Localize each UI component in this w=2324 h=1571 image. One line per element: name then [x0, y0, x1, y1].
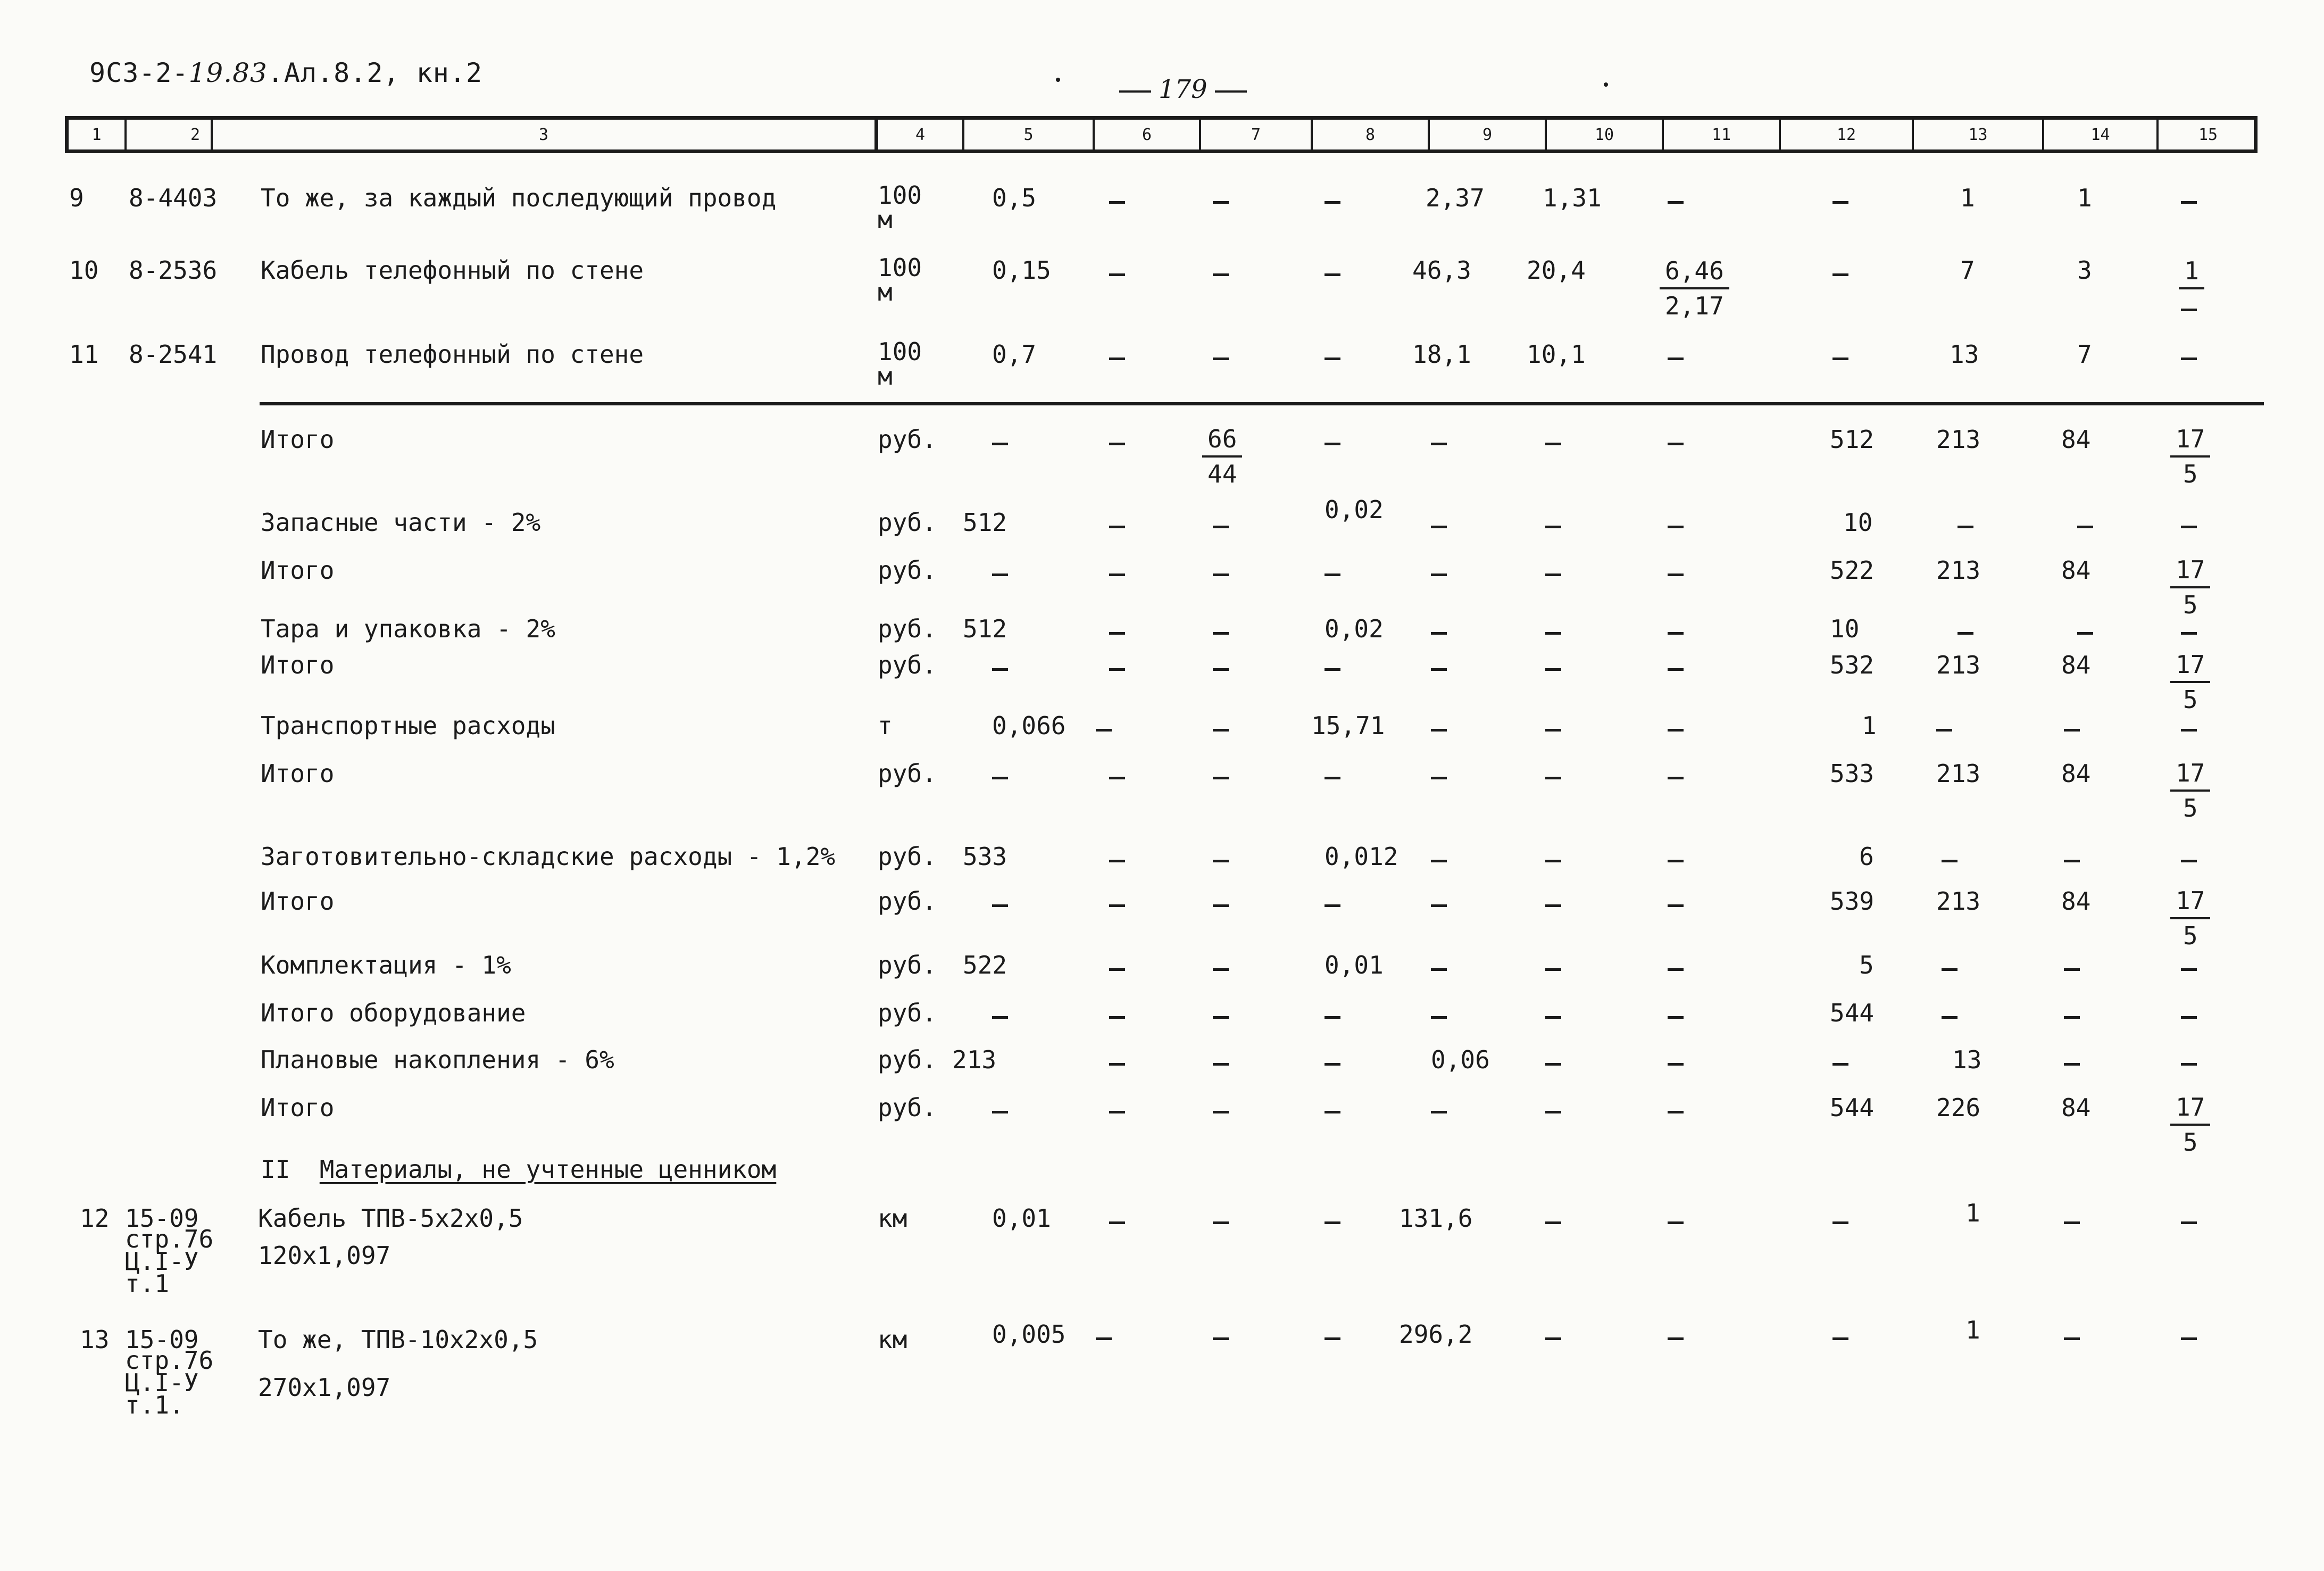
unit: руб.	[878, 887, 937, 916]
col-header-1: 1	[91, 125, 102, 144]
col12-value: 512	[1830, 425, 1875, 454]
col12-value: 533	[1830, 759, 1875, 788]
dash	[1545, 1016, 1561, 1019]
col9-value: 18,1	[1412, 340, 1471, 369]
dash	[1545, 904, 1561, 907]
dash	[1325, 443, 1340, 445]
item-name: Тара и упаковка - 2%	[261, 614, 555, 643]
col-header-13: 13	[1912, 120, 2042, 149]
item-name: Итого	[261, 1093, 335, 1122]
col5-value: 0,5	[992, 184, 1037, 212]
col5-value: 0,066	[992, 711, 1066, 740]
dash	[1109, 968, 1125, 971]
dash	[1325, 573, 1340, 576]
col-header-15: 15	[2156, 120, 2258, 149]
col-header-9: 9	[1428, 120, 1545, 149]
col5-value: 0,01	[992, 1204, 1051, 1233]
dash	[1832, 273, 1848, 276]
item-formula: 270х1,097	[258, 1373, 391, 1402]
dash	[1109, 632, 1125, 635]
dash	[1431, 443, 1447, 445]
dash	[1545, 968, 1561, 971]
dash	[1832, 1221, 1848, 1224]
dash	[1942, 860, 1958, 862]
dash	[2181, 1337, 2197, 1340]
dash	[1325, 1111, 1340, 1113]
dash	[1431, 968, 1447, 971]
col13-value: 213	[1936, 425, 1981, 454]
unit: 100 м	[878, 337, 922, 390]
col5-value: 0,15	[992, 256, 1051, 285]
dash	[2181, 1221, 2197, 1224]
dash	[1431, 729, 1447, 732]
col8-value: 0,012	[1325, 842, 1398, 871]
dash	[1109, 573, 1125, 576]
col8-value: 0,02	[1325, 495, 1384, 524]
col-header-7: 7	[1199, 120, 1311, 149]
unit: руб.	[878, 951, 937, 979]
unit: руб.	[878, 556, 937, 585]
dash	[1668, 668, 1684, 671]
dash	[1668, 1221, 1684, 1224]
dash	[1213, 968, 1229, 971]
unit: руб.	[878, 842, 937, 871]
item-name: Комплектация - 1%	[261, 951, 511, 979]
fraction-denominator: 5	[2183, 1128, 2198, 1157]
fraction-numerator: 17	[2170, 422, 2210, 458]
dash	[1431, 860, 1447, 862]
speck	[1604, 82, 1608, 87]
col8-value: 15,71	[1311, 711, 1385, 740]
dash	[1096, 729, 1112, 732]
item-formula: 120х1,097	[258, 1241, 391, 1270]
dash	[992, 668, 1008, 671]
dash	[1668, 201, 1684, 204]
doc-code-suffix: .Ал.8.2, кн.2	[267, 57, 483, 88]
dash	[1545, 777, 1561, 779]
dash	[1545, 1063, 1561, 1066]
dash	[1832, 1337, 1848, 1340]
dash	[1668, 729, 1684, 732]
dash	[1213, 1337, 1229, 1340]
dash	[1942, 968, 1958, 971]
col13-value: 7	[1960, 256, 1975, 285]
dash	[1213, 358, 1229, 360]
price-code-line4: т.1.	[125, 1391, 184, 1419]
dash	[1325, 358, 1340, 360]
col15-fraction	[2170, 757, 2210, 825]
price-code: 15-09	[125, 1204, 199, 1233]
fraction-denominator: 5	[2183, 591, 2198, 619]
dash	[2064, 729, 2080, 732]
dash	[1109, 273, 1125, 276]
dash	[1109, 526, 1125, 528]
unit: руб.	[878, 425, 937, 454]
dash	[992, 904, 1008, 907]
unit: руб.	[878, 614, 937, 643]
dash	[1431, 632, 1447, 635]
fraction-denominator: 5	[2183, 794, 2198, 822]
price-code-line4: т.1	[125, 1269, 170, 1298]
fraction-numerator: 17	[2170, 648, 2210, 683]
col15-fraction	[2165, 254, 2218, 289]
col13-value: 1	[1960, 184, 1975, 212]
unit: руб.	[878, 1045, 937, 1074]
col10-value: 20,4	[1527, 256, 1586, 285]
col15-fraction	[2170, 1091, 2210, 1159]
dash	[1109, 358, 1125, 360]
doc-code-handwritten: 19.83	[188, 57, 268, 88]
fraction-denominator: 2,17	[1665, 292, 1724, 320]
fraction-denominator: 5	[2183, 685, 2198, 714]
col9-value: 0,06	[1431, 1045, 1490, 1074]
dash	[2181, 729, 2197, 732]
col15-fraction	[2170, 884, 2210, 952]
col-header-4: 4	[874, 120, 962, 149]
dash	[1213, 777, 1229, 779]
item-name: Кабель телефонный по стене	[261, 256, 644, 285]
dash	[1096, 1337, 1112, 1340]
col14-value: 84	[2061, 425, 2091, 454]
dash	[1109, 668, 1125, 671]
fraction-denominator: 5	[2183, 460, 2198, 488]
col9-value: 2,37	[1426, 184, 1485, 212]
col13-value: 13	[1950, 340, 1979, 369]
column-header-row	[65, 116, 2258, 153]
row-number: 10	[69, 256, 99, 285]
dash	[2181, 358, 2197, 360]
row-number: 9	[69, 184, 84, 212]
item-name: То же, ТПВ-10х2х0,5	[258, 1325, 538, 1354]
fraction-numerator: 17	[2170, 884, 2210, 919]
col14-value: 3	[2077, 256, 2092, 285]
dash	[1958, 632, 1973, 635]
dash	[1936, 729, 1952, 732]
col13-value: 213	[1936, 759, 1981, 788]
section-number: II	[261, 1155, 290, 1184]
item-name: Провод телефонный по стене	[261, 340, 644, 369]
dash	[1109, 1063, 1125, 1066]
col14-value: 84	[2061, 556, 2091, 585]
col12-value: 544	[1830, 1093, 1875, 1122]
dash	[1109, 1016, 1125, 1019]
dash	[992, 1111, 1008, 1113]
dash	[1109, 1221, 1125, 1224]
item-name: Итого	[261, 556, 335, 585]
dash	[1213, 1063, 1229, 1066]
dash	[1213, 1111, 1229, 1113]
row-number: 12	[80, 1204, 110, 1233]
item-name: Плановые накопления - 6%	[261, 1045, 614, 1074]
dash	[1545, 1221, 1561, 1224]
col14-value: 84	[2061, 1093, 2091, 1122]
price-code-line3: Ц.I-У	[125, 1368, 199, 1397]
fraction-denominator: 5	[2183, 921, 2198, 950]
dash	[1958, 526, 1973, 528]
col15-fraction	[2170, 648, 2210, 716]
item-name: Кабель ТПВ-5х2х0,5	[258, 1204, 523, 1233]
col12-value: 532	[1830, 651, 1875, 679]
unit: 100 м	[878, 253, 922, 306]
dash	[992, 573, 1008, 576]
dash	[1325, 273, 1340, 276]
col14-value: 84	[2061, 759, 2091, 788]
col13-value: 1	[1965, 1316, 1980, 1344]
col12-value: 539	[1830, 887, 1875, 916]
col-header-11: 11	[1662, 120, 1779, 149]
col13-value: 213	[1936, 887, 1981, 916]
col10-value: 10,1	[1527, 340, 1586, 369]
section-title: Материалы, не учтенные ценником	[319, 1155, 777, 1184]
dash	[1213, 860, 1229, 862]
dash	[1213, 573, 1229, 576]
dash	[1668, 632, 1684, 635]
dash	[1431, 1111, 1447, 1113]
dash	[1213, 526, 1229, 528]
col15-fraction	[2170, 553, 2210, 621]
dash	[992, 1016, 1008, 1019]
col11-fraction	[1660, 254, 1729, 322]
dash	[1668, 1063, 1684, 1066]
dash	[1213, 729, 1229, 732]
dash	[1325, 904, 1340, 907]
col13-value: 1	[1965, 1199, 1980, 1227]
dash	[1213, 668, 1229, 671]
dash	[1668, 904, 1684, 907]
dash	[2064, 860, 2080, 862]
dash	[2181, 1016, 2197, 1019]
unit: 100 м	[878, 181, 922, 234]
col14-value: 84	[2061, 651, 2091, 679]
price-code-line2: стр.76	[125, 1225, 214, 1253]
dash	[2181, 1063, 2197, 1066]
dash	[2064, 1221, 2080, 1224]
dash	[1832, 358, 1848, 360]
section-divider	[260, 402, 2264, 405]
dash	[1545, 729, 1561, 732]
item-name: Итого	[261, 425, 335, 454]
dash	[2181, 526, 2197, 528]
col13-value: 213	[1936, 651, 1981, 679]
col12-value: 5	[1859, 951, 1874, 979]
col-header-2: 2	[124, 120, 264, 149]
col12-value: 10	[1830, 614, 1860, 643]
unit: руб.	[878, 651, 937, 679]
dash	[1832, 201, 1848, 204]
dash	[1545, 860, 1561, 862]
document-code	[89, 57, 482, 88]
dash	[1431, 668, 1447, 671]
col9-value: 131,6	[1399, 1204, 1473, 1233]
col-header-14: 14	[2042, 120, 2156, 149]
doc-code-prefix: 9СЗ-2-	[89, 57, 189, 88]
dash	[1545, 668, 1561, 671]
item-name: Итого	[261, 759, 335, 788]
col8-value: 0,01	[1325, 951, 1384, 979]
dash	[1668, 777, 1684, 779]
price-code: 8-4403	[129, 184, 218, 212]
unit: руб.	[878, 759, 937, 788]
col14-value: 7	[2077, 340, 2092, 369]
dash	[2181, 309, 2197, 311]
fraction-denominator: 44	[1207, 460, 1237, 488]
page-number	[1112, 74, 1254, 104]
unit: руб.	[878, 508, 937, 537]
col5-value: 533	[963, 842, 1007, 871]
item-name: То же, за каждый последующий провод	[261, 184, 777, 212]
col12-value: 522	[1830, 556, 1875, 585]
dash	[1325, 1063, 1340, 1066]
col5-value: 512	[963, 614, 1007, 643]
col-header-8: 8	[1311, 120, 1428, 149]
dash	[2181, 860, 2197, 862]
col12-value: 1	[1862, 711, 1877, 740]
speck	[1056, 78, 1060, 82]
col5-value: 0,005	[992, 1320, 1066, 1349]
dash	[1325, 201, 1340, 204]
col-header-12: 12	[1779, 120, 1912, 149]
dash	[1213, 904, 1229, 907]
item-name: Запасные части - 2%	[261, 508, 541, 537]
item-name: Транспортные расходы	[261, 711, 555, 740]
dash	[1668, 1111, 1684, 1113]
price-code-line3: Ц.I-У	[125, 1247, 199, 1276]
col15-fraction	[2170, 422, 2210, 491]
unit: т	[878, 711, 893, 740]
col5-value: 522	[963, 951, 1007, 979]
price-code: 15-09	[125, 1325, 199, 1354]
dash	[1325, 1221, 1340, 1224]
dash	[1109, 777, 1125, 779]
item-name: Итого	[261, 887, 335, 916]
dash	[1325, 1337, 1340, 1340]
col13-value: 13	[1952, 1045, 1982, 1074]
dash	[2181, 968, 2197, 971]
price-code: 8-2536	[129, 256, 218, 285]
fraction-numerator: 66	[1202, 422, 1242, 458]
dash	[1832, 1063, 1848, 1066]
dash	[1325, 668, 1340, 671]
col8-value: 0,02	[1325, 614, 1384, 643]
col14-value: 84	[2061, 887, 2091, 916]
fraction-numerator: 17	[2170, 1091, 2210, 1126]
dash	[1668, 968, 1684, 971]
dash	[2077, 526, 2093, 528]
dash	[1431, 1016, 1447, 1019]
dash	[992, 777, 1008, 779]
col-header-3: 3	[211, 120, 874, 149]
dash	[1109, 201, 1125, 204]
dash	[1325, 777, 1340, 779]
unit: км	[878, 1325, 907, 1354]
dash	[1431, 573, 1447, 576]
dash	[1545, 573, 1561, 576]
dash	[1213, 632, 1229, 635]
dash	[1109, 904, 1125, 907]
col5-value: 0,7	[992, 340, 1037, 369]
unit: руб.	[878, 1093, 937, 1122]
dash	[1668, 358, 1684, 360]
price-code: 8-2541	[129, 340, 218, 369]
dash	[2077, 632, 2093, 635]
dash	[1431, 526, 1447, 528]
col9-value: 46,3	[1412, 256, 1471, 285]
dash	[1213, 201, 1229, 204]
dash	[1942, 1016, 1958, 1019]
dash	[2181, 632, 2197, 635]
fraction-numerator: 17	[2170, 757, 2210, 792]
col13-value: 226	[1936, 1093, 1981, 1122]
dash	[1213, 1016, 1229, 1019]
col-header-5: 5	[962, 120, 1093, 149]
dash	[1109, 860, 1125, 862]
col-header-6: 6	[1093, 120, 1199, 149]
price-code-line2: стр.76	[125, 1346, 214, 1375]
dash	[1668, 1016, 1684, 1019]
dash	[2064, 968, 2080, 971]
row-number: 13	[80, 1325, 110, 1354]
col12-value: 544	[1830, 999, 1875, 1027]
unit: км	[878, 1204, 907, 1233]
dash	[1431, 777, 1447, 779]
dash	[1545, 632, 1561, 635]
fraction-numerator: 17	[2170, 553, 2210, 588]
unit: руб.	[878, 999, 937, 1027]
dash	[1545, 526, 1561, 528]
col-header-10: 10	[1545, 120, 1662, 149]
section-heading	[261, 1154, 776, 1184]
dash	[2181, 201, 2197, 204]
fraction-numerator: 6,46	[1660, 254, 1729, 289]
col9-value: 296,2	[1399, 1320, 1473, 1349]
dash	[1668, 443, 1684, 445]
dash	[1545, 443, 1561, 445]
page-number-value: 179	[1159, 74, 1207, 104]
dash	[2064, 1337, 2080, 1340]
col5-value: 512	[963, 508, 1007, 537]
col13-value: 213	[1936, 556, 1981, 585]
dash	[1668, 526, 1684, 528]
dash	[1213, 1221, 1229, 1224]
dash	[1109, 443, 1125, 445]
fraction-numerator: 1	[2179, 254, 2204, 289]
col10-value: 1,31	[1543, 184, 1602, 212]
item-name: Итого	[261, 651, 335, 679]
col12-value: 10	[1843, 508, 1873, 537]
dash	[2064, 1016, 2080, 1019]
col12-value: 6	[1859, 842, 1874, 871]
dash	[1545, 1337, 1561, 1340]
dash	[1213, 273, 1229, 276]
dash	[1325, 1016, 1340, 1019]
dash	[992, 443, 1008, 445]
dash	[1668, 860, 1684, 862]
row-number: 11	[69, 340, 99, 369]
dash	[2064, 1063, 2080, 1066]
col5-value: 213	[952, 1045, 997, 1074]
item-name: Заготовительно-складские расходы - 1,2%	[261, 842, 836, 871]
col14-value: 1	[2077, 184, 2092, 212]
dash	[1109, 1111, 1125, 1113]
dash	[1545, 1111, 1561, 1113]
col7-fraction	[1202, 422, 1242, 491]
dash	[1431, 904, 1447, 907]
dash	[1668, 573, 1684, 576]
dash	[1668, 1337, 1684, 1340]
item-name: Итого оборудование	[261, 999, 526, 1027]
